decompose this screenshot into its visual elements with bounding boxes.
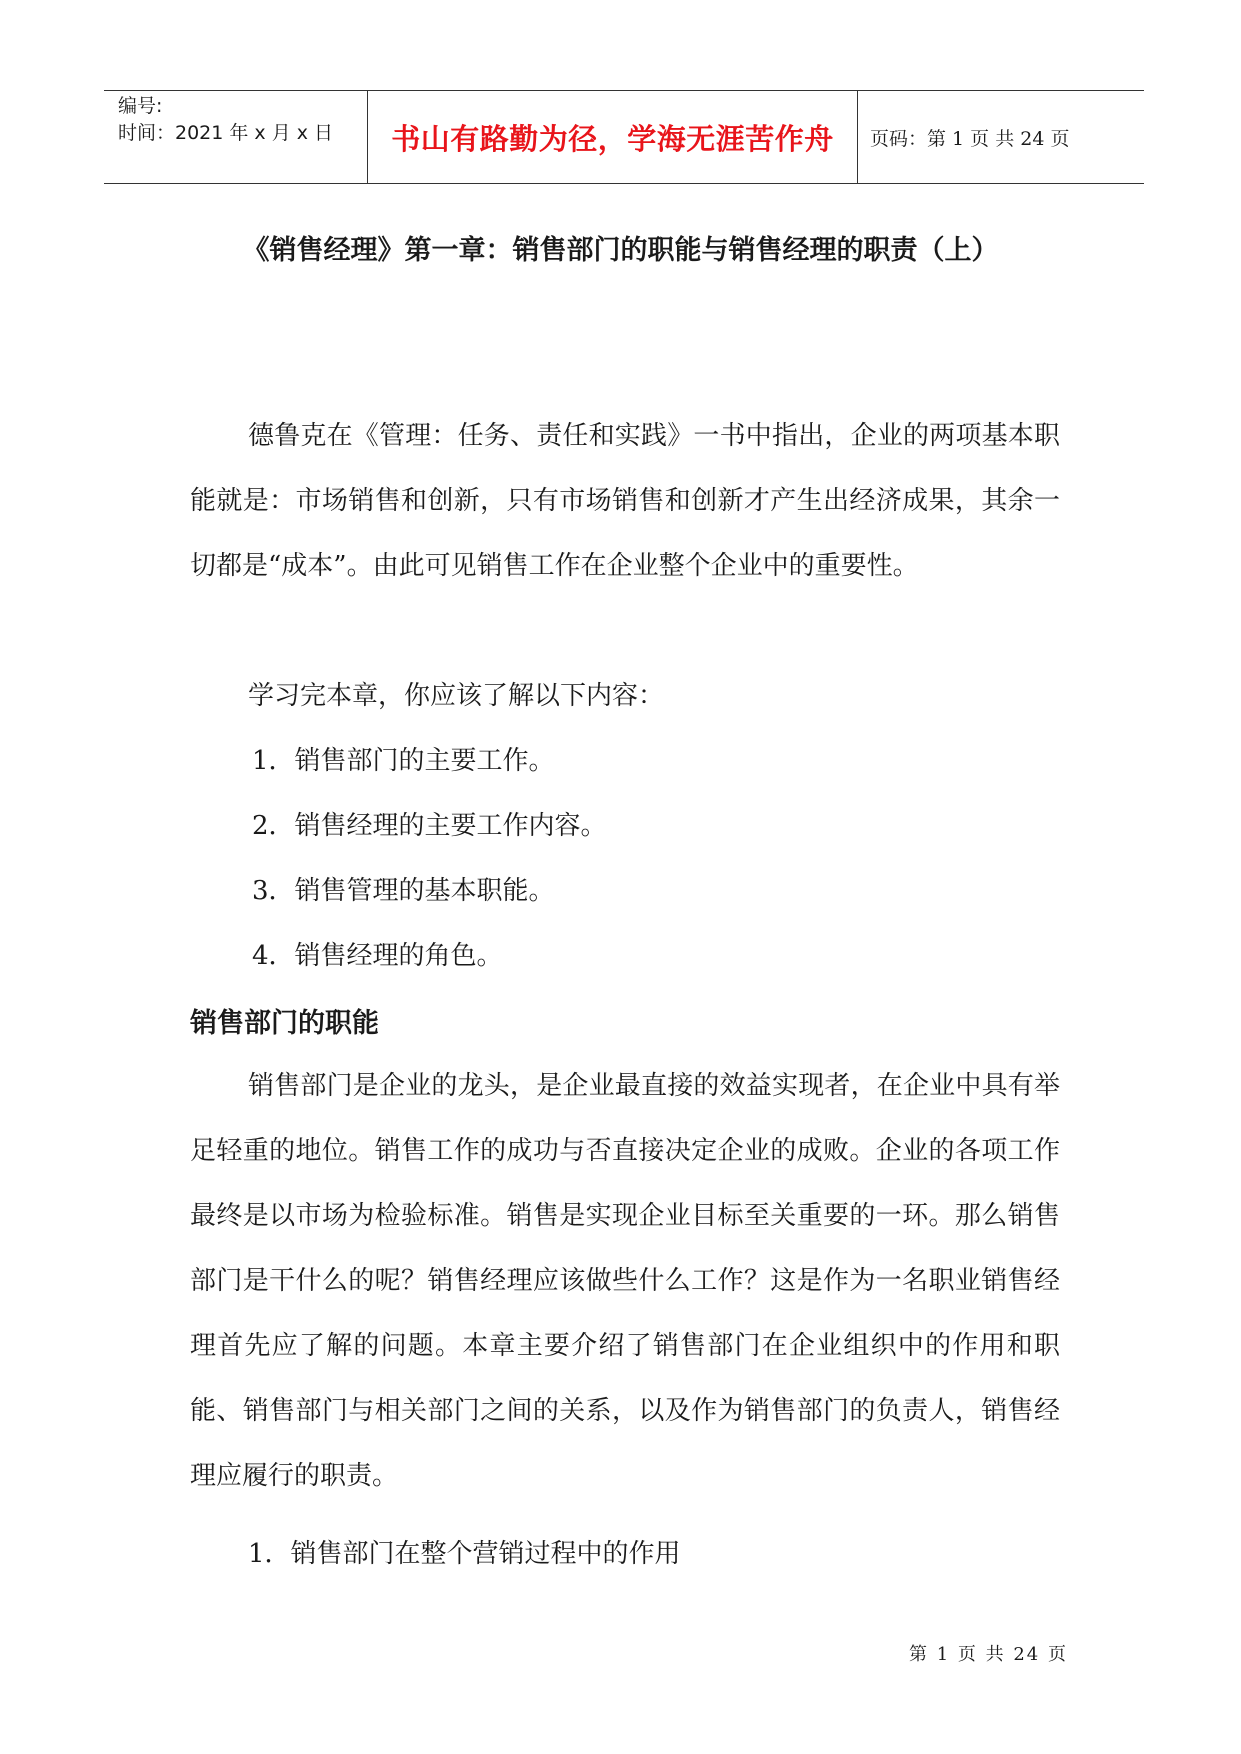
time-label: 时间：2021 年 x 月 x 日 [118, 122, 334, 144]
subsection-heading: 1．销售部门在整个营销过程中的作用 [248, 1539, 681, 1569]
section-paragraph: 销售部门是企业的龙头，是企业最直接的效益实现者，在企业中具有举足轻重的地位。销售工作的成功与否直接决定企业的成败。企业的各项工作最终是以市场为检验标准。销售是实现企业目标至关重要的一环。那么销售部门是干什么的呢？销售经理应该做些什么工作？这是作为一名职业销售经理首先应了解的问题。本章主要介绍了销售部门在企业组织中的作用和职能、销售部门与相关部门之间的关系，以及作为销售部门的负责人，销售经理应履行的职责。 [190, 1071, 1060, 1491]
objectives-intro: 学习完本章，你应该了解以下内容： [248, 681, 665, 711]
header-page-cell [858, 91, 1144, 183]
serial-label: 编号: [118, 95, 163, 117]
objective-item-2: 2．销售经理的主要工作内容。 [252, 811, 607, 841]
page-header [104, 90, 1144, 184]
header-page-info: 页码：第 1 页 共 24 页 [870, 127, 1070, 150]
page-footer: 第 1 页 共 24 页 [909, 1644, 1068, 1665]
document-title: 《销售经理》第一章：销售部门的职能与销售经理的职责（上） [242, 235, 999, 266]
objective-item-3: 3．销售管理的基本职能。 [252, 876, 555, 906]
header-motto-cell [368, 91, 858, 183]
motto-text: 书山有路勤为径，学海无涯苦作舟 [391, 121, 834, 156]
section-heading: 销售部门的职能 [190, 1008, 379, 1039]
intro-paragraph: 德鲁克在《管理：任务、责任和实践》一书中指出，企业的两项基本职能就是：市场销售和创新，只有市场销售和创新才产生出经济成果，其余一切都是“成本”。由此可见销售工作在企业整个企业中的重要性。 [190, 421, 1060, 581]
objective-item-4: 4．销售经理的角色。 [252, 941, 503, 971]
objective-item-1: 1．销售部门的主要工作。 [252, 746, 555, 776]
header-meta-cell [104, 91, 368, 183]
